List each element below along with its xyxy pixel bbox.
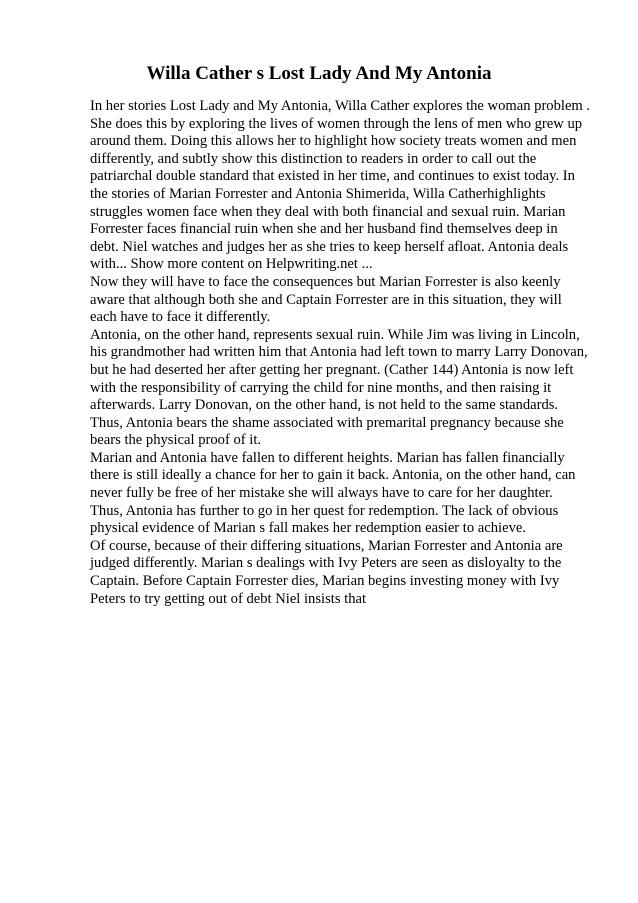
body-text-line: In her stories Lost Lady and My Antonia, Willa Cather explores the woman problem . bbox=[90, 98, 591, 114]
body-text-line: struggles women face when they deal with both financial and sexual ruin. Marian bbox=[90, 203, 566, 220]
body-text-line: judged differently. Marian s dealings with Ivy Peters are seen as disloyalty to the bbox=[90, 555, 562, 572]
document-body bbox=[90, 98, 610, 608]
body-text-line: Forrester faces financial ruin when she and her husband find themselves deep in bbox=[90, 221, 558, 238]
body-text-line: physical evidence of Marian s fall makes her redemption easier to achieve. bbox=[90, 520, 527, 537]
body-text-line: patriarchal double standard that existed in her time, and continues to exist today. In bbox=[90, 168, 575, 185]
body-text-line: Thus, Antonia has further to go in her quest for redemption. The lack of obvious bbox=[90, 502, 559, 519]
body-text-line: Peters to try getting out of debt Niel insists that bbox=[90, 590, 367, 607]
body-text-line: never fully be free of her mistake she will always have to care for her daughter. bbox=[90, 485, 553, 502]
body-text-line: debt. Niel watches and judges her as she tries to keep herself afloat. Antonia deals bbox=[90, 238, 569, 255]
body-text-line: Of course, because of their differing situations, Marian Forrester and Antonia are bbox=[90, 537, 563, 554]
body-text-line: differently, and subtly show this distinction to readers in order to call out the bbox=[90, 150, 537, 167]
body-text-line: She does this by exploring the lives of women through the lens of men who grew up bbox=[90, 115, 583, 132]
body-text-line: Now they will have to face the consequences but Marian Forrester is also keenly bbox=[90, 273, 561, 290]
body-text-line: aware that although both she and Captain Forrester are in this situation, they will bbox=[90, 291, 562, 308]
body-text-line: Antonia, on the other hand, represents sexual ruin. While Jim was living in Lincoln, bbox=[90, 326, 580, 343]
body-text-line: but he had deserted her after getting her pregnant. (Cather 144) Antonia is now left bbox=[90, 361, 574, 378]
body-text-line: Marian and Antonia have fallen to different heights. Marian has fallen financially bbox=[90, 449, 565, 466]
body-text-line: afterwards. Larry Donovan, on the other hand, is not held to the same standards. bbox=[90, 397, 559, 414]
body-text-line: Captain. Before Captain Forrester dies, Marian begins investing money with Ivy bbox=[90, 573, 560, 590]
body-text-line: each have to face it differently. bbox=[90, 309, 271, 326]
body-text-line: the stories of Marian Forrester and Antonia Shimerida, Willa Catherhighlights bbox=[90, 185, 546, 202]
body-text-line: with the responsibility of carrying the child for nine months, and then raising it bbox=[90, 379, 552, 396]
document-title: Willa Cather s Lost Lady And My Antonia bbox=[146, 63, 492, 84]
body-text-line: there is still ideally a chance for her to gain it back. Antonia, on the other hand, can bbox=[90, 467, 576, 484]
body-text-line: around them. Doing this allows her to highlight how society treats women and men bbox=[90, 133, 577, 150]
body-text-line: his grandmother had written him that Antonia had left town to marry Larry Donovan, bbox=[90, 344, 588, 361]
body-text-line: bears the physical proof of it. bbox=[90, 432, 262, 449]
body-text-line: Thus, Antonia bears the shame associated with premarital pregnancy because she bbox=[90, 414, 564, 431]
body-text-line: with... Show more content on Helpwriting.net ... bbox=[90, 256, 373, 273]
